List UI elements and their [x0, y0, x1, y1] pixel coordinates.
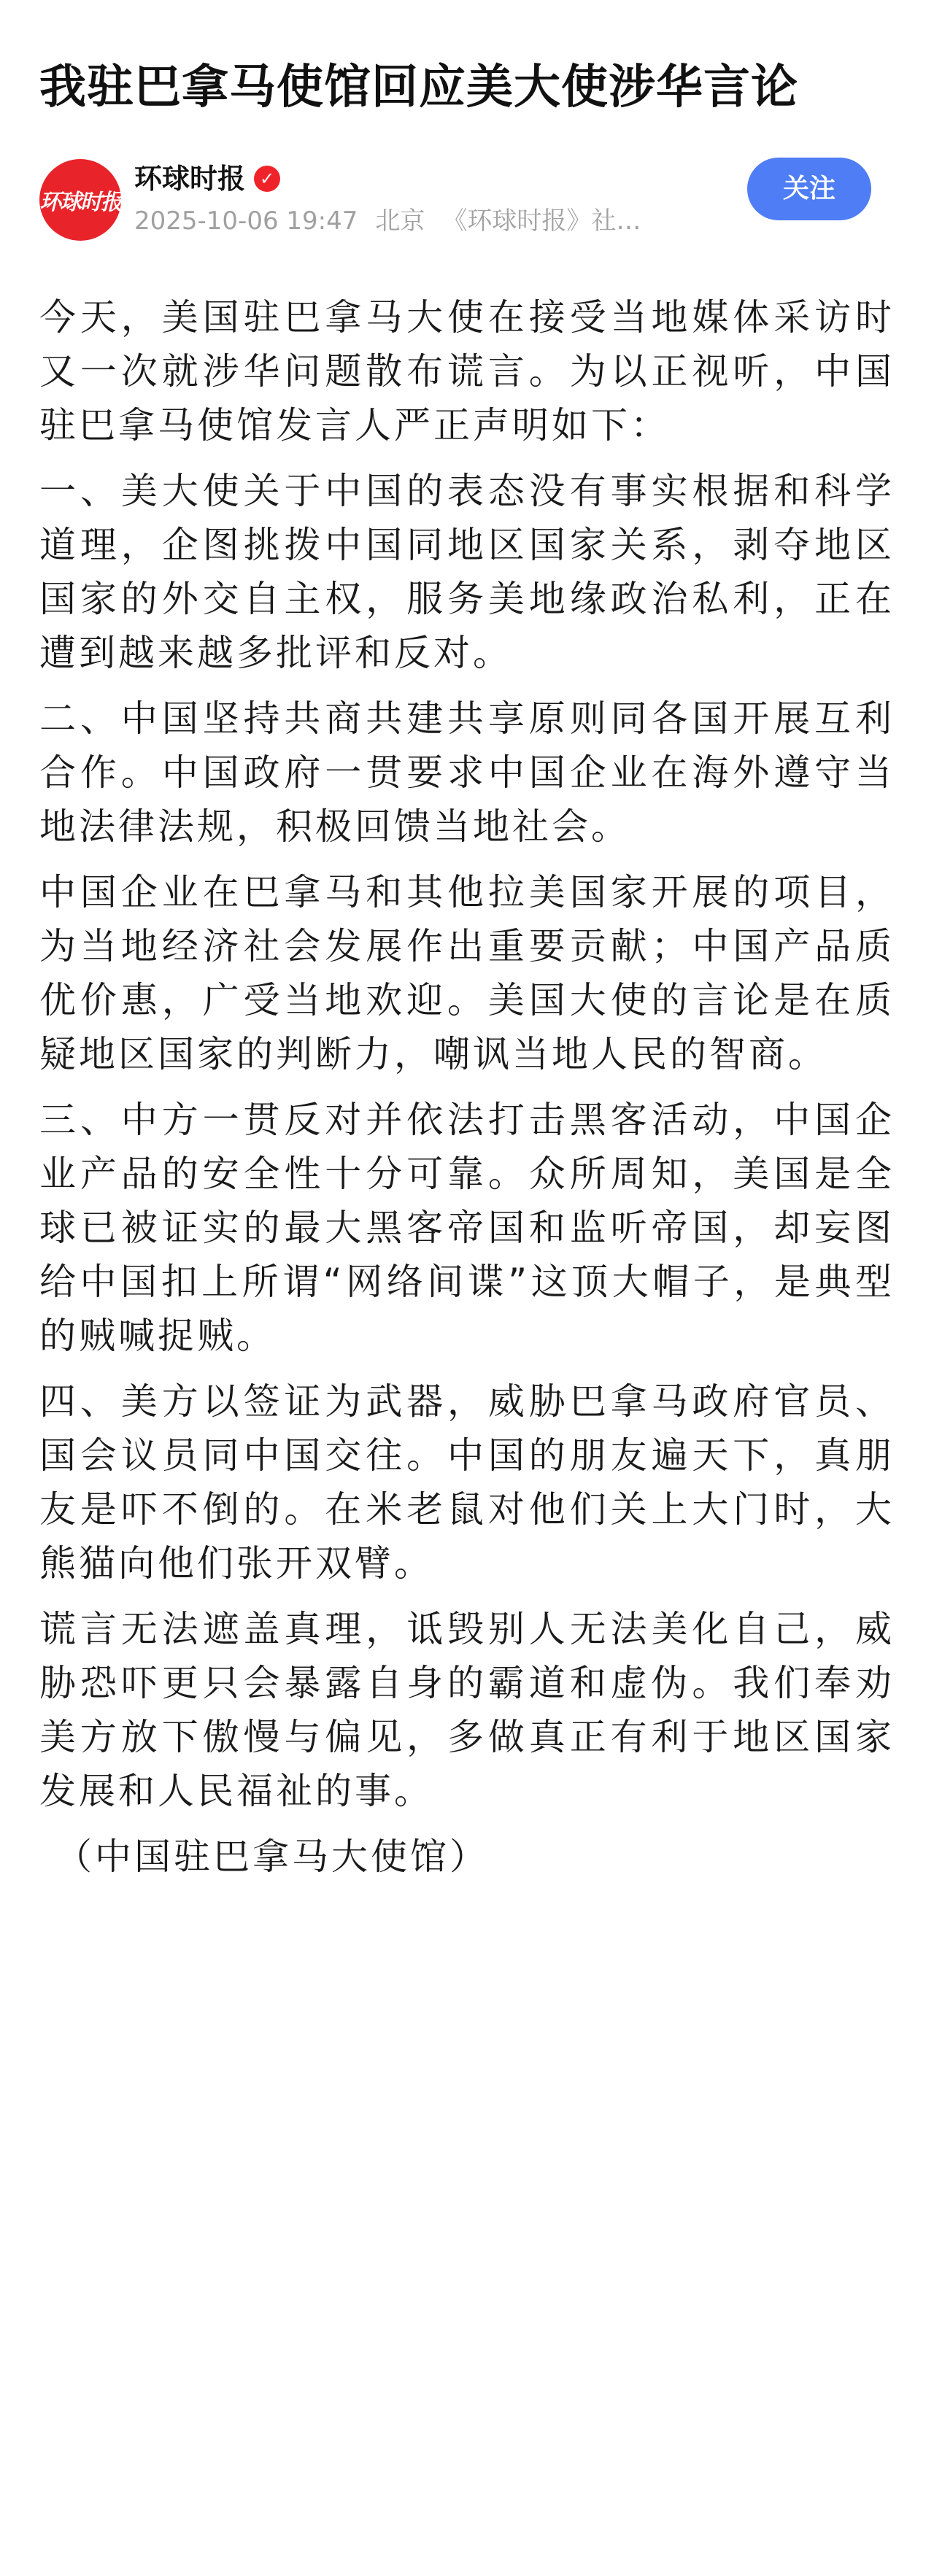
- article-source: 《环球时报》社…: [442, 206, 641, 236]
- article-meta: [134, 204, 791, 238]
- author-bar: [39, 156, 895, 244]
- author-name[interactable]: 环球时报: [134, 163, 246, 195]
- article-paragraph: 二、中国坚持共商共建共享原则同各国开展互利合作。中国政府一贯要求中国企业在海外遵守当地法律法规，积极回馈当地社会。: [39, 697, 895, 848]
- publish-date: 2025-10-06 19:47: [134, 206, 358, 236]
- author-avatar[interactable]: [39, 159, 121, 241]
- article-paragraph: 中国企业在巴拿马和其他拉美国家开展的项目，为当地经济社会发展作出重要贡献；中国产品质优价惠，广受当地欢迎。美国大使的言论是在质疑地区国家的判断力，嘲讽当地人民的智商。: [39, 871, 895, 1075]
- article-paragraph: 一、美大使关于中国的表态没有事实根据和科学道理，企图挑拨中国同地区国家关系，剥夺地区国家的外交自主权，服务美地缘政治私利，正在遭到越来越多批评和反对。: [39, 470, 895, 674]
- article-paragraph: 今天，美国驻巴拿马大使在接受当地媒体采访时又一次就涉华问题散布谎言。为以正视听，中国驻巴拿马使馆发言人严正声明如下：: [39, 296, 895, 446]
- publish-location: 北京: [375, 206, 425, 236]
- follow-button[interactable]: 关注: [747, 158, 871, 220]
- article-title: 我驻巴拿马使馆回应美大使涉华言论: [39, 61, 798, 115]
- author-name-row: [134, 160, 280, 197]
- article-paragraph: 四、美方以签证为武器，威胁巴拿马政府官员、国会议员同中国交往。中国的朋友遍天下，真朋友是吓不倒的。在米老鼠对他们关上大门时，大熊猫向他们张开双臂。: [39, 1380, 895, 1585]
- avatar-logo: 环球时报: [39, 190, 121, 215]
- article-paragraph: 三、中方一贯反对并依法打击黑客活动，中国企业产品的安全性十分可靠。众所周知，美国是全球已被证实的最大黑客帝国和监听帝国，却妄图给中国扣上所谓“网络间谍”这顶大帽子，是典型的贼喊捉贼。: [39, 1099, 895, 1357]
- verified-icon: ✓: [254, 166, 280, 192]
- article-signature: （中国驻巴拿马大使馆）: [55, 1836, 489, 1878]
- article-paragraph: 谎言无法遮盖真理，诋毁别人无法美化自己，威胁恐吓更只会暴露自身的霸道和虚伪。我们奉劝美方放下傲慢与偏见，多做真正有利于地区国家发展和人民福祉的事。: [39, 1608, 895, 1812]
- article-body: [39, 290, 895, 1884]
